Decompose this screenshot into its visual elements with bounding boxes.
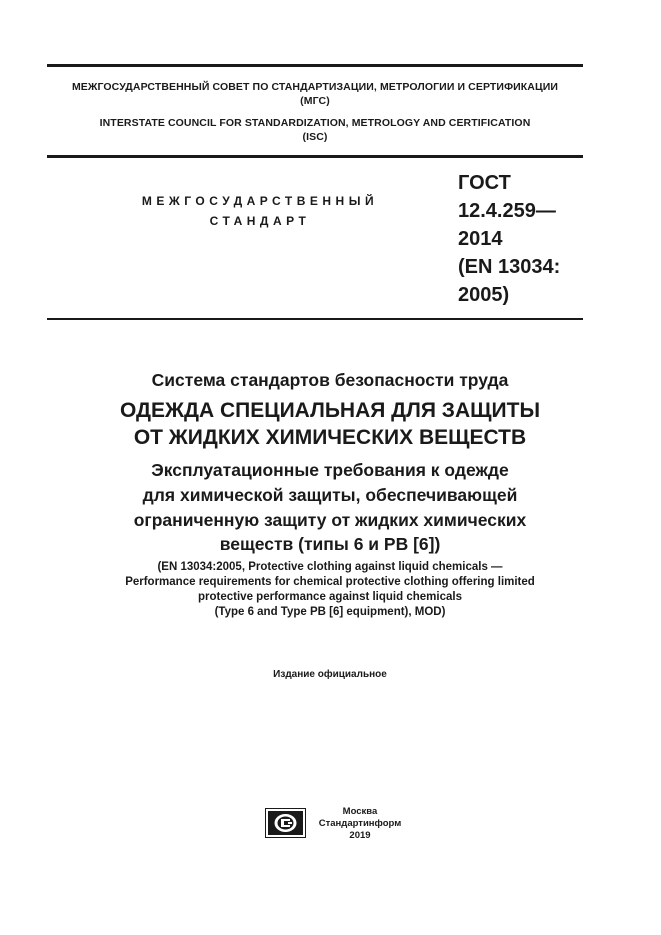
- english-title-line2: Performance requirements for chemical protective clothing offering limited: [125, 576, 535, 588]
- english-title-line1: (EN 13034:2005, Protective clothing against liquid chemicals —: [157, 561, 503, 573]
- title-sub-line3: ограниченную защиту от жидких химических: [133, 510, 527, 530]
- council-abbr-ru: (МГС): [300, 95, 330, 107]
- edition-label: Издание официальное: [273, 669, 387, 680]
- title-sub-line1: Эксплуатационные требования к одежде: [151, 460, 509, 480]
- designation-line3: 2014: [458, 228, 503, 250]
- title-main-line2: ОТ ЖИДКИХ ХИМИЧЕСКИХ ВЕЩЕСТВ: [133, 426, 527, 449]
- publisher-name: Стандартинформ: [318, 818, 402, 829]
- title-sub-line2: для химической защиты, обеспечивающей: [142, 485, 518, 505]
- designation-line1: ГОСТ: [458, 172, 511, 194]
- council-name-en: INTERSTATE COUNCIL FOR STANDARDIZATION, METROLOGY AND CERTIFICATION: [99, 117, 531, 129]
- standard-type-line1: МЕЖГОСУДАРСТВЕННЫЙ: [141, 194, 379, 208]
- english-title-line3: protective performance against liquid chemicals: [198, 591, 462, 603]
- title-series: Система стандартов безопасности труда: [151, 370, 509, 390]
- english-title-line4: (Type 6 and Type PB [6] equipment), MOD): [214, 606, 446, 618]
- designation-line2: 12.4.259—: [458, 200, 556, 222]
- designation-rule: [47, 318, 583, 320]
- top-rule: [47, 64, 583, 67]
- council-name-ru: МЕЖГОСУДАРСТВЕННЫЙ СОВЕТ ПО СТАНДАРТИЗАЦИИ, МЕТРОЛОГИИ И СЕРТИФИКАЦИИ: [71, 81, 559, 93]
- standard-type-line2: СТАНДАРТ: [209, 214, 311, 228]
- title-main-line1: ОДЕЖДА СПЕЦИАЛЬНАЯ ДЛЯ ЗАЩИТЫ: [120, 399, 540, 422]
- designation-line4: (EN 13034:: [458, 256, 561, 278]
- title-sub-line4: веществ (типы 6 и РВ [6]): [219, 534, 441, 554]
- designation-line5: 2005): [458, 284, 510, 306]
- publisher-city: Москва: [342, 806, 378, 817]
- header-rule: [47, 155, 583, 158]
- council-abbr-en: (ISC): [302, 131, 328, 143]
- publisher-year: 2019: [349, 830, 371, 841]
